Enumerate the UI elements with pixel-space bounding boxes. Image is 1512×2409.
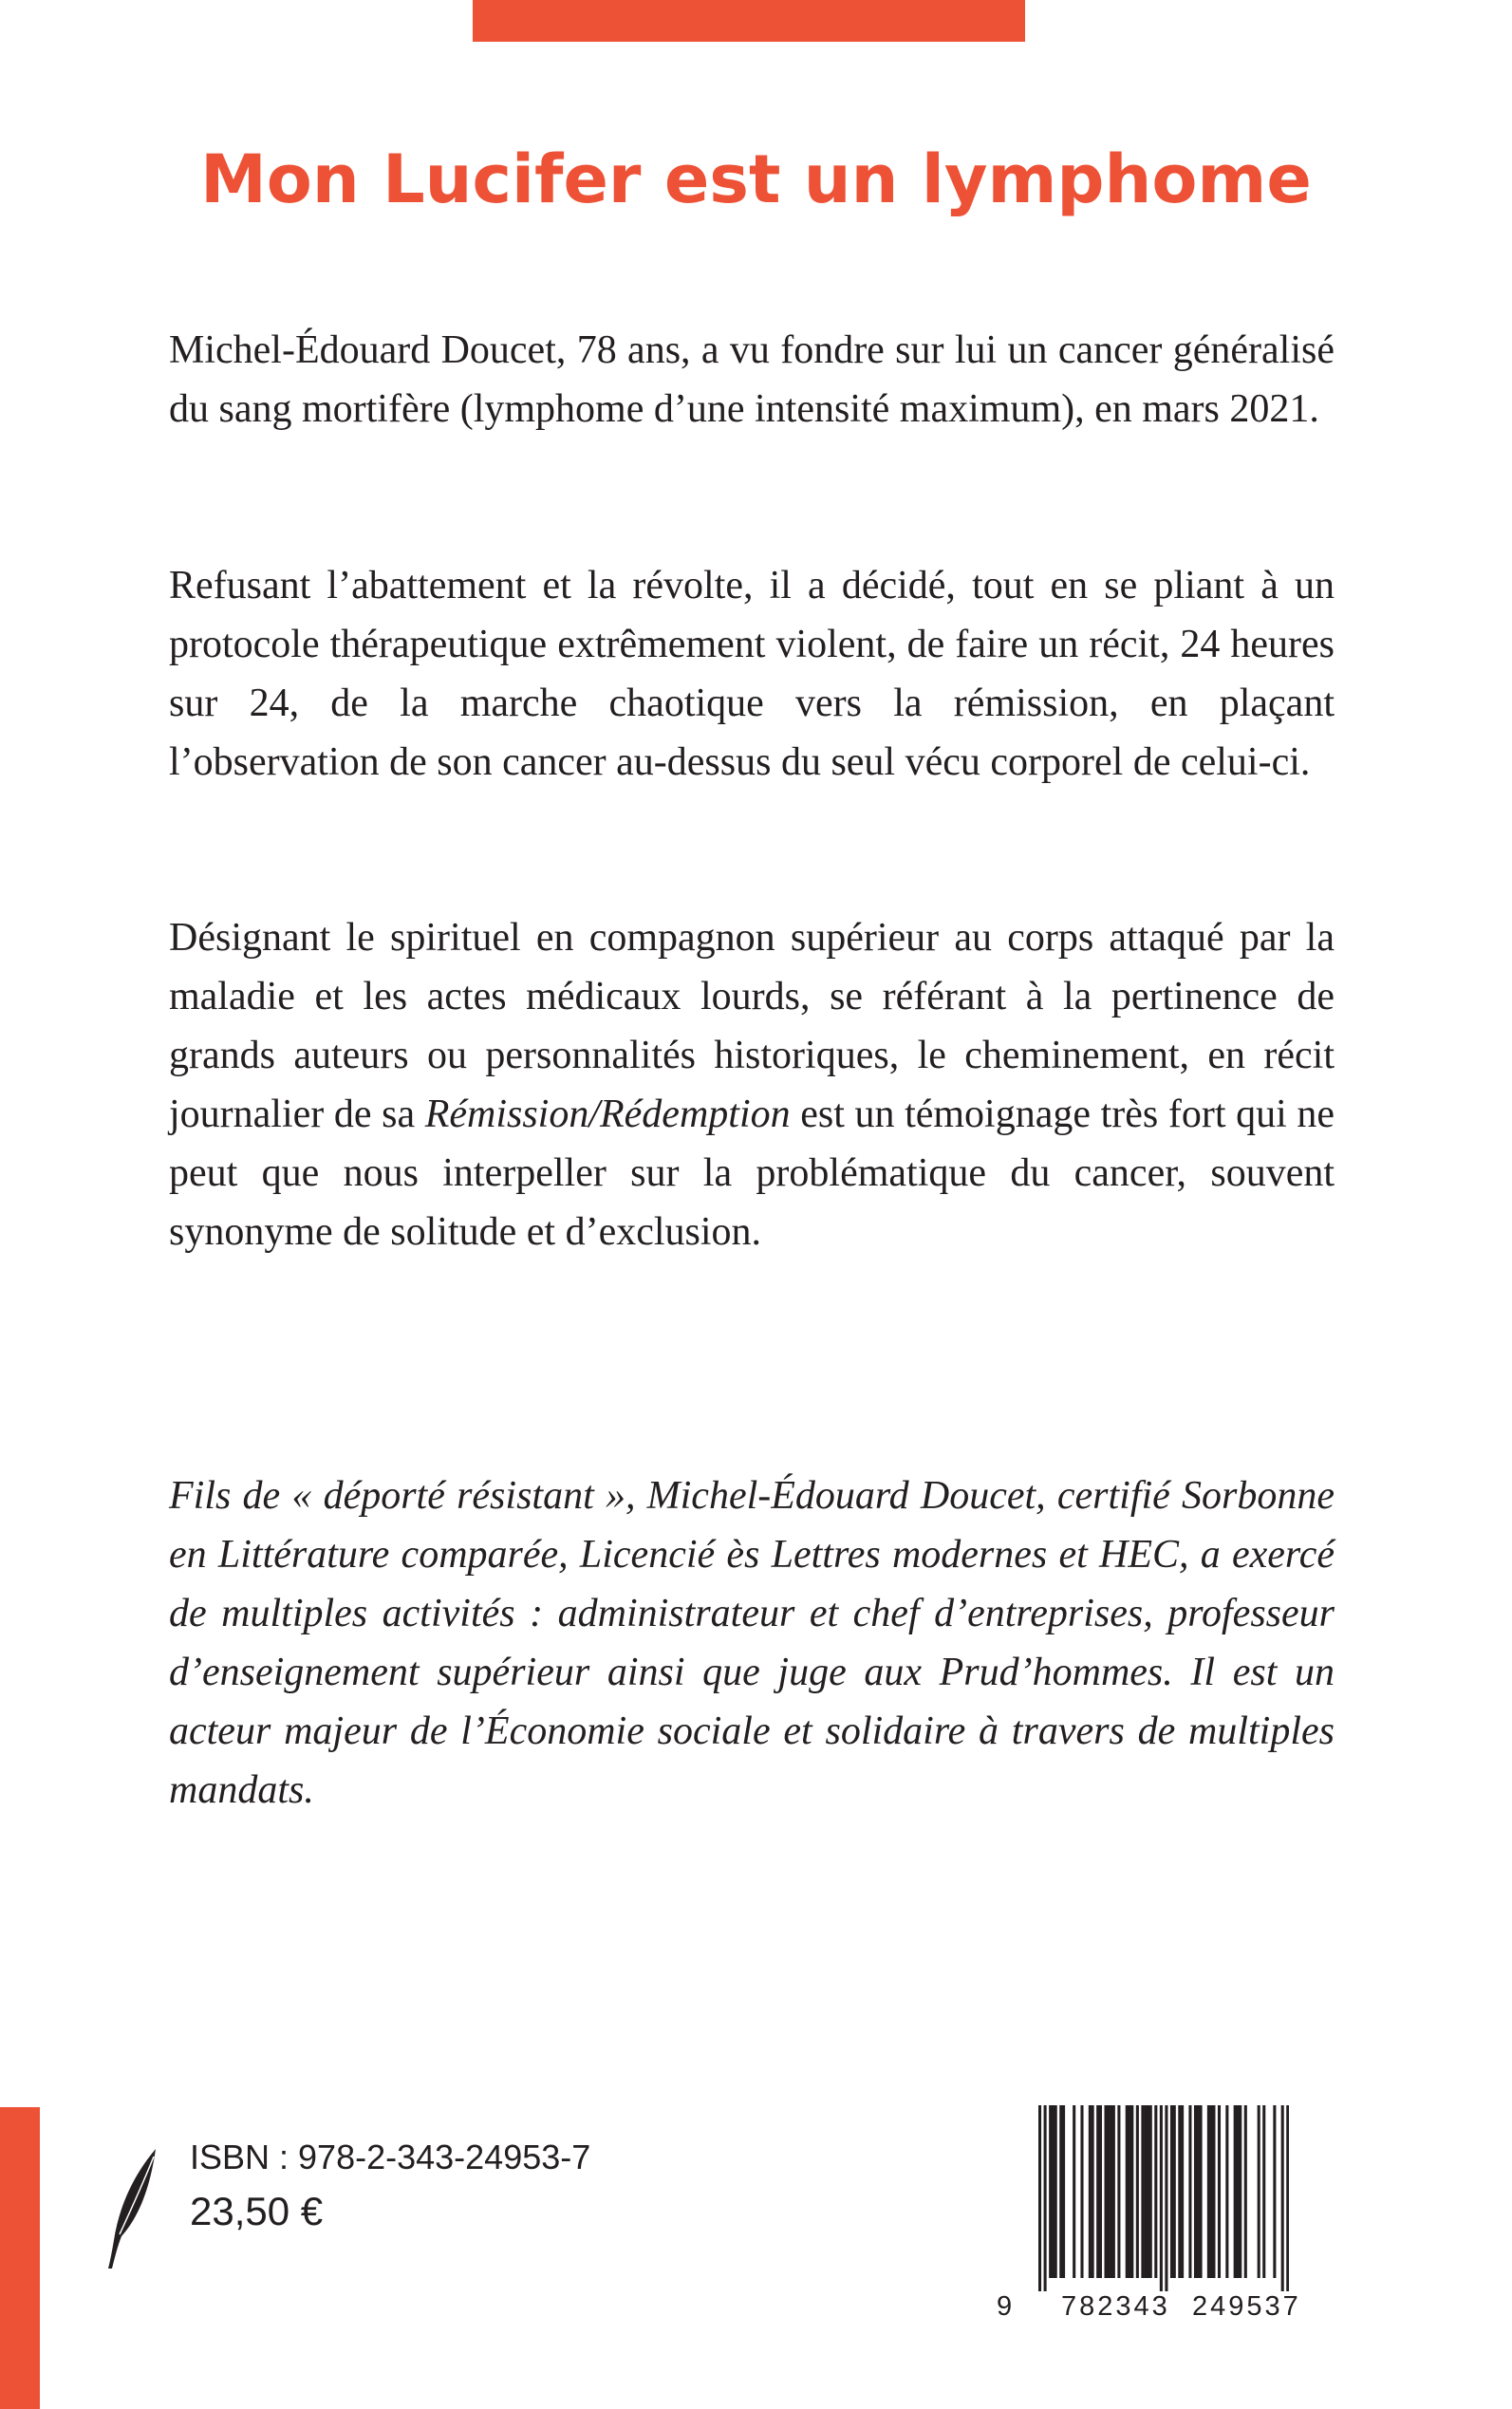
barcode-bar — [1099, 2105, 1102, 2278]
barcode-bar — [1194, 2105, 1197, 2278]
barcode-bar — [1096, 2105, 1099, 2278]
barcode-bar — [1073, 2105, 1075, 2278]
barcode-bar — [1052, 2105, 1055, 2278]
barcode-bar — [1200, 2105, 1203, 2278]
barcode-bar — [1244, 2105, 1247, 2278]
barcode-bar — [1107, 2105, 1110, 2278]
barcode-bar — [1117, 2105, 1120, 2278]
barcode-bars — [1038, 2105, 1289, 2291]
price-label: 23,50 € — [190, 2189, 324, 2233]
author-bio: Fils de « déporté résistant », Michel-Édouard Doucet, certifié Sorbonne en Littérature comparée, Licencié ès Lettres modernes et HEC, a exercé de multiples activités : administrateur et chef d’entreprises, professeur d’enseignement supérieur ainsi que juge aux Prud’hommes. Il est un acteur majeur de l’Économie sociale et solidaire à travers de multiples mandats. — [169, 1474, 1335, 1812]
barcode-bar — [1281, 2105, 1284, 2291]
barcode-bar — [1286, 2105, 1289, 2291]
feather-icon — [106, 2147, 163, 2270]
barcode-bar — [1110, 2105, 1112, 2278]
barcode-bar — [1173, 2105, 1176, 2278]
summary-paragraph-1: Michel-Édouard Doucet, 78 ans, a vu fondre sur lui un cancer généralisé du sang mortifère (lymphome d’une intensité maximum), en mars 2021. — [169, 328, 1335, 431]
barcode-bar — [1154, 2105, 1157, 2278]
summary-paragraph-2: Refusant l’abattement et la révolte, il a décidé, tout en se pliant à un protocole thérapeutique extrêmement violent, de faire un récit, 24 heures sur 24, de la marche chaotique vers la rémission, en plaçant l’observation de son cancer au-dessus du seul vécu corporel de celui-ci. — [169, 564, 1335, 784]
barcode-bar — [1273, 2105, 1276, 2278]
barcode-bar — [1225, 2105, 1228, 2278]
barcode-bar — [1089, 2105, 1092, 2278]
barcode-bar — [1141, 2105, 1144, 2278]
barcode-bar — [1126, 2105, 1129, 2278]
barcode-bar — [1212, 2105, 1215, 2278]
left-accent-bar — [0, 2107, 40, 2409]
barcode-bar — [1147, 2105, 1149, 2278]
barcode-bar — [1104, 2105, 1107, 2278]
barcode-bar — [1136, 2105, 1139, 2278]
barcode-bar — [1160, 2105, 1163, 2291]
barcode-bar — [1049, 2105, 1052, 2278]
barcode-bar — [1059, 2105, 1062, 2278]
book-title: Mon Lucifer est un lymphome — [200, 140, 1312, 218]
barcode-bar — [1062, 2105, 1065, 2278]
barcode-bar — [1170, 2105, 1173, 2278]
remission-redemption-italic: Rémission/Rédemption — [424, 1092, 791, 1136]
barcode-bar — [1128, 2105, 1130, 2278]
summary-paragraph-3-start: Désignant le spirituel en compagnon supérieur au corps attaqué par la maladie et les actes médicaux lourds, se référant à la pertinence de grands auteurs ou personnalités historiques, le cheminement, en récit journalier de sa — [169, 916, 1335, 1136]
barcode-bar — [1092, 2105, 1094, 2278]
barcode-bar — [1239, 2105, 1241, 2278]
barcode-bar — [1234, 2105, 1237, 2278]
barcode-first-digit: 9 — [997, 2291, 1013, 2322]
barcode-bar — [1165, 2105, 1167, 2291]
barcode — [980, 2105, 1340, 2341]
barcode-bar — [1130, 2105, 1133, 2278]
barcode-bar — [1188, 2105, 1191, 2278]
barcode-bar — [1055, 2105, 1057, 2278]
barcode-bar — [1178, 2105, 1181, 2278]
summary-paragraph-3-end: est un témoignage très fort qui ne peut que nous interpeller sur la problématique du cancer, souvent synonyme de solitude et d’exclusion. — [169, 1092, 1335, 1254]
top-accent-bar — [473, 0, 1025, 42]
barcode-right-group: 249537 — [1192, 2291, 1301, 2322]
summary-paragraph-3 — [169, 908, 1335, 1261]
barcode-bar — [1080, 2105, 1083, 2278]
isbn-label: ISBN : 978-2-343-24953-7 — [190, 2138, 591, 2176]
barcode-bar — [1197, 2105, 1200, 2278]
barcode-bar — [1112, 2105, 1115, 2278]
barcode-bar — [1218, 2105, 1221, 2278]
barcode-bar — [1236, 2105, 1239, 2278]
barcode-bar — [1038, 2105, 1041, 2291]
barcode-left-group: 782343 — [1061, 2291, 1170, 2322]
barcode-bar — [1262, 2105, 1265, 2278]
barcode-bar — [1207, 2105, 1210, 2278]
barcode-bar — [1181, 2105, 1184, 2278]
barcode-bar — [1144, 2105, 1147, 2278]
barcode-bar — [1149, 2105, 1152, 2278]
barcode-bar — [1044, 2105, 1047, 2291]
barcode-bar — [1258, 2105, 1260, 2278]
barcode-bar — [1210, 2105, 1213, 2278]
